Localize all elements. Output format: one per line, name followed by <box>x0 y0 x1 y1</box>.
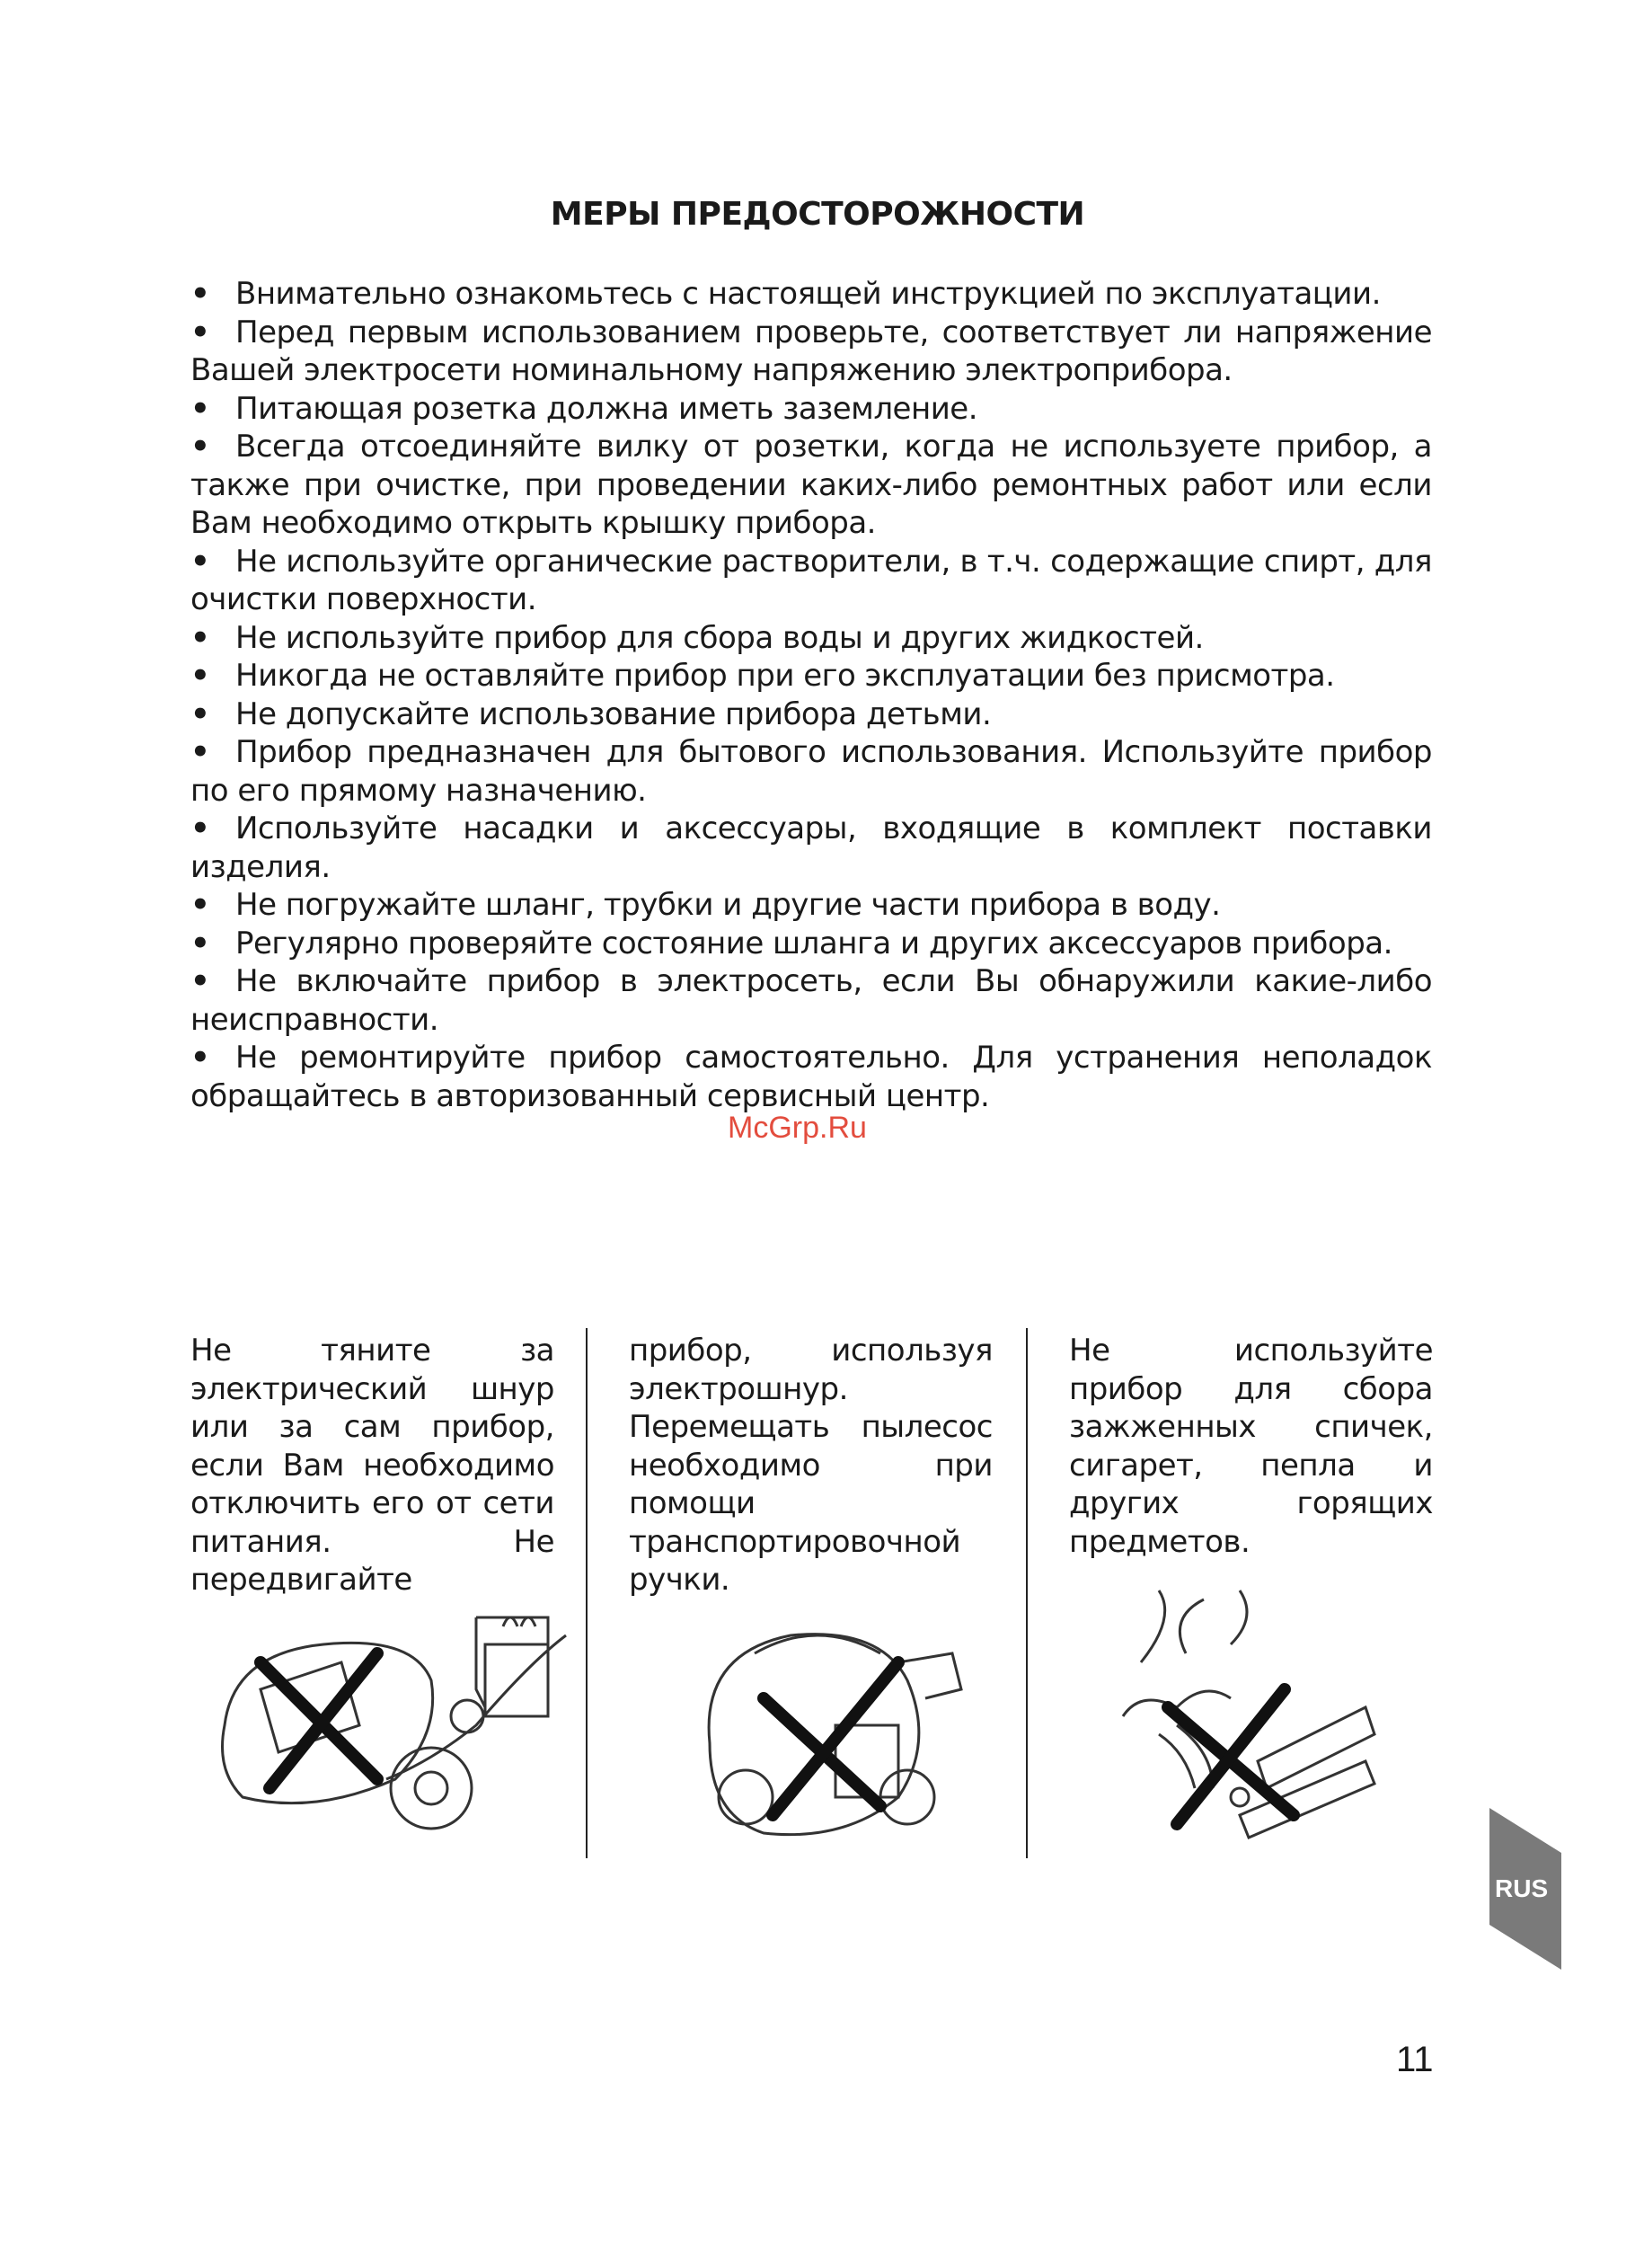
bullet-icon: • <box>190 390 210 427</box>
list-item <box>190 695 1432 734</box>
bullet-icon: • <box>190 619 210 656</box>
precautions-list <box>190 275 1432 1115</box>
warning-text: Не используйте прибор для сбора зажженных спичек, сигарет, пепла и других горящих предметов. <box>1069 1333 1433 1560</box>
list-item <box>190 962 1432 1039</box>
list-item-text: Не допускайте использование прибора детьми. <box>235 695 992 732</box>
list-item-text: Не используйте прибор для сбора воды и других жидкостей. <box>235 619 1204 656</box>
list-item-text: Перед первым использованием проверьте, соответствует ли напряжение Вашей электросети номинальному напряжению электроприбора. <box>190 314 1432 388</box>
warning-text: Не тяните за электрический шнур или за сам прибор, если Вам необходимо отключить его от сети питания. Не передвигайте <box>190 1333 554 1598</box>
list-item-text: Питающая розетка должна иметь заземление. <box>235 390 978 427</box>
warning-text: прибор, используя электрошнур. Перемещать пылесос необходимо при помощи транспортировочной ручки. <box>629 1333 993 1598</box>
list-item-text: Используйте насадки и аксессуары, входящие в комплект поставки изделия. <box>190 811 1432 885</box>
list-item <box>190 619 1432 658</box>
list-item-text: Не ремонтируйте прибор самостоятельно. Для устранения неполадок обращайтесь в авторизованный сервисный центр. <box>190 1040 1432 1114</box>
list-item-text: Не погружайте шланг, трубки и другие части прибора в воду. <box>235 887 1221 923</box>
list-item-text: Всегда отсоединяйте вилку от розетки, когда не используете прибор, а также при очистке, при проведении каких-либо ремонтных работ или если Вам необходимо открыть крышку прибора. <box>190 429 1432 541</box>
warning-column-cord <box>190 1332 554 1599</box>
list-item-text: Не используйте органические растворители, в т.ч. содержащие спирт, для очистки поверхности. <box>190 543 1432 617</box>
warning-column-handle <box>629 1332 993 1599</box>
bullet-icon: • <box>190 734 210 770</box>
list-item-text: Внимательно ознакомьтесь с настоящей инструкцией по эксплуатации. <box>235 276 1381 312</box>
list-item <box>190 428 1432 543</box>
page-number: 11 <box>1396 2040 1434 2079</box>
list-item-text: Не включайте прибор в электросеть, если Вы обнаружили какие-либо неисправности. <box>190 963 1432 1038</box>
bullet-icon: • <box>190 963 210 999</box>
list-item <box>190 925 1432 963</box>
bullet-icon: • <box>190 695 210 732</box>
bullet-icon: • <box>190 887 210 923</box>
list-item <box>190 886 1432 925</box>
list-item <box>190 390 1432 429</box>
warning-column-burning <box>1069 1332 1433 1561</box>
bullet-icon: • <box>190 429 210 465</box>
list-item <box>190 657 1432 695</box>
column-divider <box>1026 1328 1028 1858</box>
watermark: McGrp.Ru <box>728 1111 867 1145</box>
bullet-icon: • <box>190 1040 210 1076</box>
page-title: МЕРЫ ПРЕДОСТОРОЖНОСТИ <box>550 196 1085 233</box>
vacuum-handle-illustration <box>683 1599 979 1860</box>
list-item-text: Никогда не оставляйте прибор при его эксплуатации без присмотра. <box>235 658 1335 694</box>
bullet-icon: • <box>190 811 210 846</box>
list-item-text: Регулярно проверяйте состояние шланга и других аксессуаров прибора. <box>235 925 1392 961</box>
list-item <box>190 543 1432 619</box>
list-item <box>190 275 1432 314</box>
language-tab-label: RUS <box>1495 1874 1549 1902</box>
list-item <box>190 810 1432 886</box>
burning-items-illustration <box>1105 1581 1392 1851</box>
column-divider <box>586 1328 588 1858</box>
list-item <box>190 314 1432 390</box>
vacuum-cord-illustration <box>207 1581 584 1851</box>
bullet-icon: • <box>190 543 210 580</box>
list-item-text: Прибор предназначен для бытового использования. Используйте прибор по его прямому назначению. <box>190 734 1432 809</box>
bullet-icon: • <box>190 314 210 350</box>
bullet-icon: • <box>190 276 210 312</box>
bullet-icon: • <box>190 925 210 961</box>
list-item <box>190 733 1432 810</box>
bullet-icon: • <box>190 658 210 694</box>
list-item <box>190 1039 1432 1115</box>
